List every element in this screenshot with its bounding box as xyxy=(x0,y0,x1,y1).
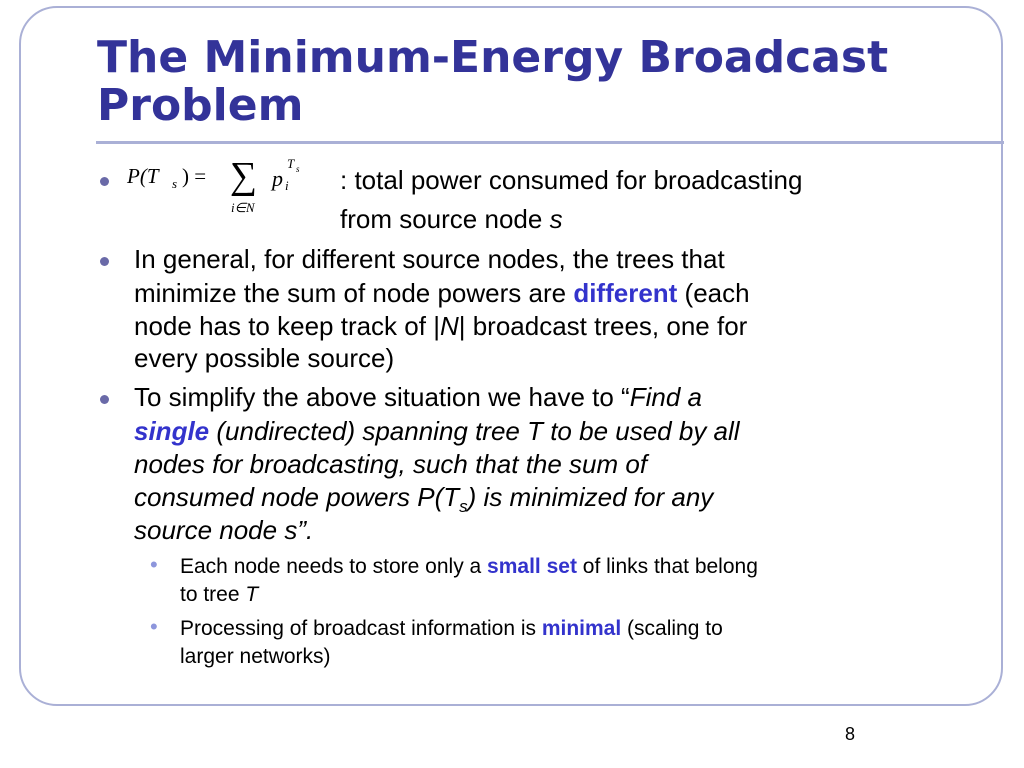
subbullet-1-marker: • xyxy=(150,552,158,577)
bullet-3-marker xyxy=(100,395,109,404)
bullet-2-line-3-tail: | broadcast trees, one for xyxy=(458,311,748,341)
subbullet-2-line-2: larger networks) xyxy=(180,645,331,668)
subbullet-1-line-2-text: to tree xyxy=(180,583,246,606)
bullet-2-line-3-text: node has to keep track of | xyxy=(134,311,440,341)
bullet-3-line-2 xyxy=(134,415,740,447)
highlight-minimal: minimal xyxy=(541,617,622,640)
bullet-1-line-1: : total power consumed for broadcasting xyxy=(340,165,803,195)
bullet-3-line-4-text: consumed node powers P(T xyxy=(134,482,460,512)
page-number: 8 xyxy=(845,724,856,744)
subbullet-1-tail: of links that belong xyxy=(576,555,758,578)
formula-term: p xyxy=(272,166,283,191)
bullet-3-line-3: nodes for broadcasting, such that the sum of xyxy=(134,449,648,479)
bullet-2-line-1: In general, for different source nodes, the trees that xyxy=(134,244,725,274)
bullet-2-line-4: every possible source) xyxy=(134,343,395,373)
formula-sum-index: i∈N xyxy=(231,200,255,215)
bullet-2-var-n: N xyxy=(439,311,459,341)
subbullet-1-line-2 xyxy=(180,581,258,609)
formula-term-sup: T xyxy=(287,156,295,171)
bullet-3-line-5: source node s”. xyxy=(134,515,314,545)
bullet-3-sub-s: s xyxy=(459,497,468,517)
subbullet-1-line-1 xyxy=(180,553,758,581)
bullet-3-line-2-text: (undirected) spanning tree T to be used by all xyxy=(209,416,740,446)
power-formula xyxy=(127,156,322,220)
subbullet-2-marker: • xyxy=(150,614,158,639)
highlight-different: different xyxy=(573,278,678,308)
formula-sum-symbol: ∑ xyxy=(230,155,258,197)
bullet-2-line-2 xyxy=(134,277,750,309)
highlight-single: single xyxy=(134,416,210,446)
bullet-2-line-2-tail: (each xyxy=(677,278,750,308)
title-line-1: The Minimum-Energy Broadcast xyxy=(97,32,889,83)
formula-lhs-close: ) = xyxy=(182,164,207,188)
bullet-3-line-1-text: To simplify the above situation we have to “ xyxy=(134,382,630,412)
highlight-small-set: small set xyxy=(487,555,577,578)
formula-lhs-sub: s xyxy=(172,176,178,191)
subbullet-2-line-1 xyxy=(180,615,723,643)
formula-term-sub: i xyxy=(285,178,289,193)
bullet-2-marker xyxy=(100,257,109,266)
subbullet-1-text: Each node needs to store only a xyxy=(180,555,488,578)
slide-title xyxy=(97,34,977,130)
bullet-3-line-1 xyxy=(134,381,702,413)
subbullet-1-var-t: T xyxy=(245,583,259,606)
title-line-2: Problem xyxy=(97,80,304,131)
bullet-1-var-s: s xyxy=(549,204,563,234)
bullet-2-line-2-text: minimize the sum of node powers are xyxy=(134,278,574,308)
formula-lhs: P(T xyxy=(127,164,159,188)
bullet-1-line-2-text: from source node xyxy=(340,204,550,234)
bullet-1-line-2 xyxy=(340,203,563,235)
subbullet-2-text: Processing of broadcast information is xyxy=(180,617,542,640)
bullet-3-line-1-italic: Find a xyxy=(629,382,702,412)
bullet-3-line-4-tail: ) is minimized for any xyxy=(467,482,714,512)
title-divider xyxy=(96,141,1004,144)
formula-term-sup-sub: s xyxy=(296,164,300,174)
subbullet-2-tail: (scaling to xyxy=(621,617,723,640)
bullet-1-marker xyxy=(100,177,109,186)
bullet-2-line-3 xyxy=(134,310,747,342)
